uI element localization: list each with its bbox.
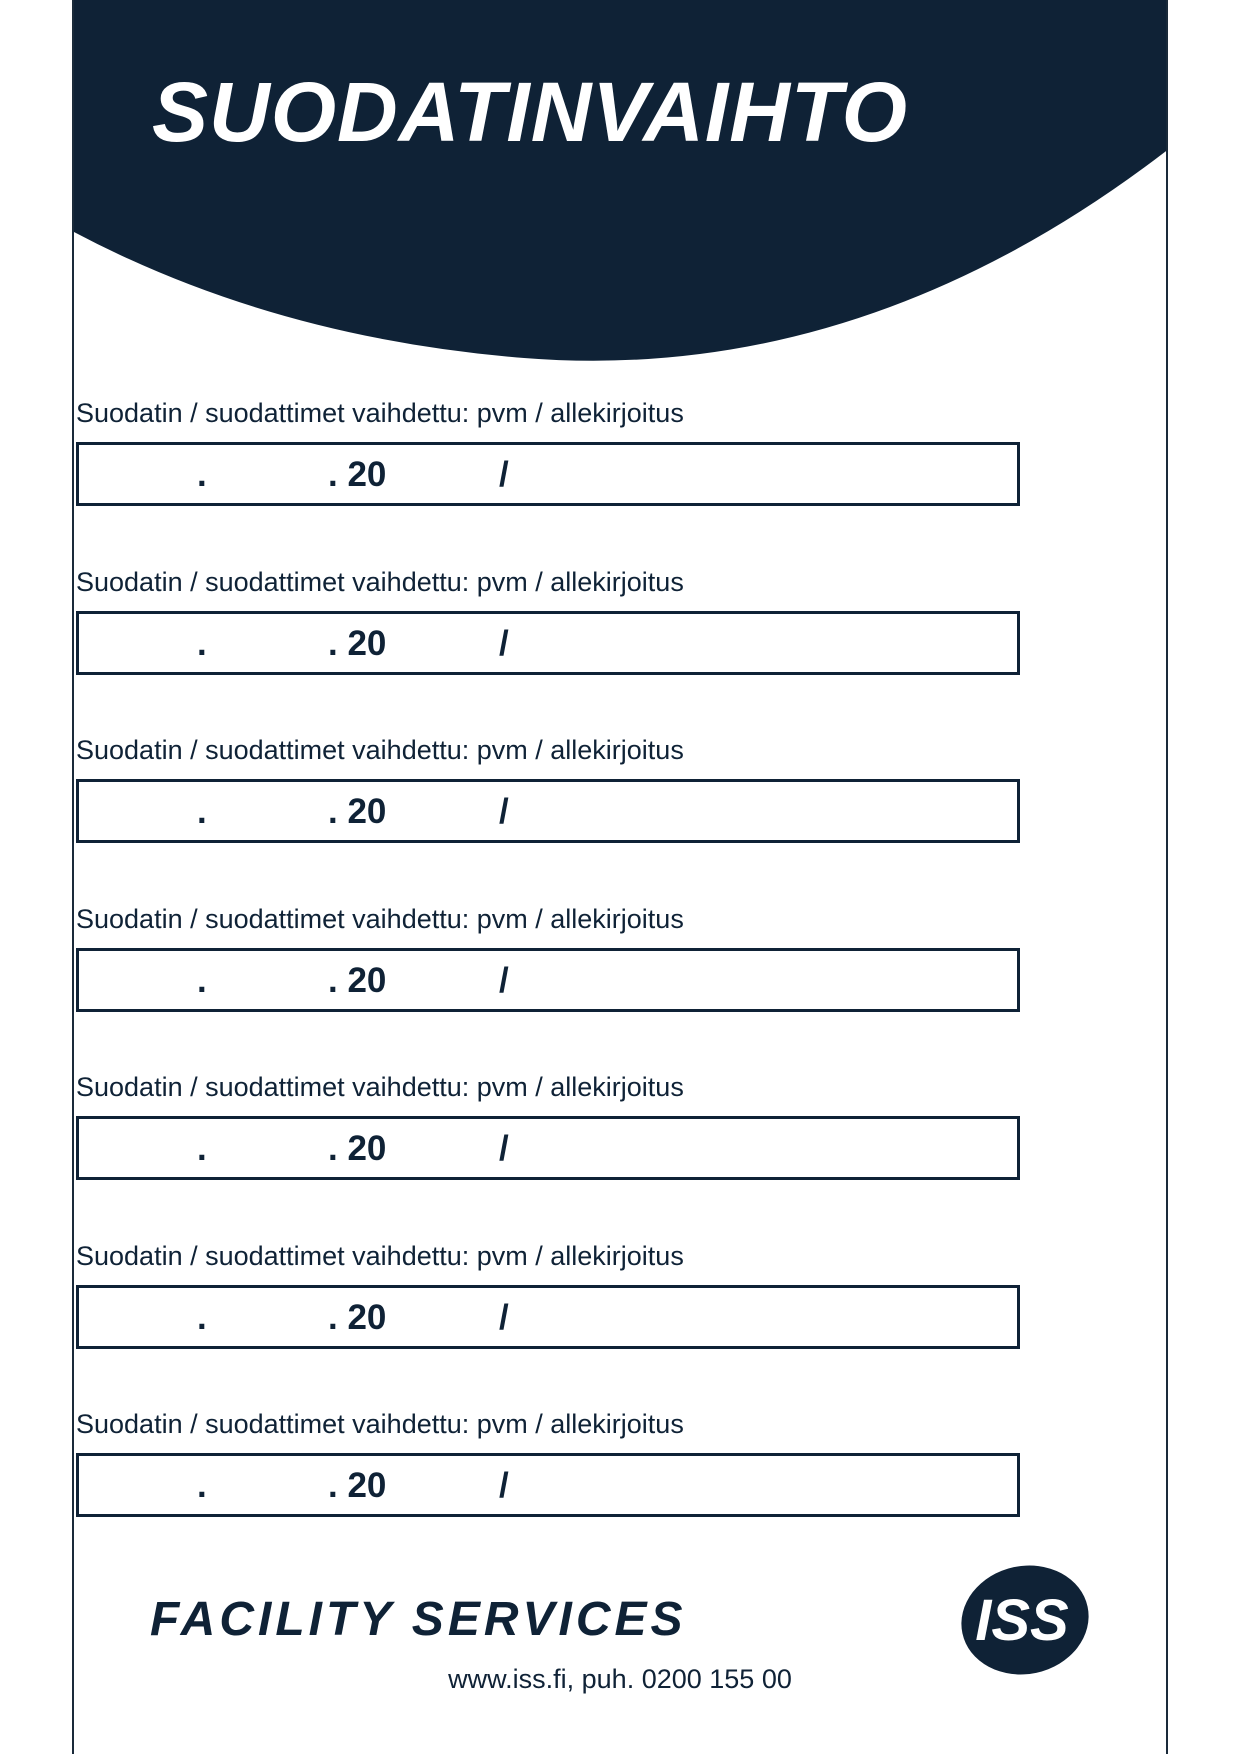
signature-separator: / (499, 960, 509, 1000)
entry-field[interactable] (76, 611, 1020, 675)
entry-field[interactable] (76, 779, 1020, 843)
entry-label: Suodatin / suodattimet vaihdettu: pvm / allekirjoitus (76, 1409, 684, 1439)
date-year-prefix: . 20 (328, 1466, 387, 1505)
entry-label: Suodatin / suodattimet vaihdettu: pvm / allekirjoitus (76, 1240, 684, 1271)
logo-text: ISS (975, 1588, 1069, 1653)
date-year-prefix: . 20 (328, 623, 387, 663)
signature-separator: / (499, 455, 509, 494)
signature-separator: / (499, 1129, 509, 1168)
date-year-prefix: . 20 (328, 1297, 387, 1337)
entry-row (76, 1411, 1020, 1580)
entry-row (76, 566, 1020, 738)
entry-row (76, 400, 1020, 569)
signature-separator: / (499, 623, 509, 663)
entry-field[interactable] (76, 1453, 1020, 1517)
entry-field[interactable] (76, 1116, 1020, 1180)
signature-separator: / (499, 1297, 509, 1337)
date-year-prefix: . 20 (328, 1129, 387, 1168)
entry-label: Suodatin / suodattimet vaihdettu: pvm / allekirjoitus (76, 735, 684, 765)
date-separator: . (197, 792, 207, 831)
date-separator: . (197, 1129, 207, 1168)
entry-row (76, 737, 1020, 906)
entry-row (76, 1074, 1020, 1243)
iss-logo-icon (958, 1558, 1092, 1676)
date-separator: . (197, 455, 207, 494)
signature-separator: / (499, 1466, 509, 1505)
entry-field[interactable] (76, 442, 1020, 506)
date-separator: . (197, 1466, 207, 1505)
date-separator: . (197, 623, 207, 663)
date-year-prefix: . 20 (328, 792, 387, 831)
page-title: SUODATINVAIHTO (152, 65, 909, 159)
entry-list (76, 400, 1020, 1580)
entry-field[interactable] (76, 1285, 1020, 1349)
entry-label: Suodatin / suodattimet vaihdettu: pvm / allekirjoitus (76, 1072, 684, 1102)
entry-row (76, 1240, 1020, 1412)
date-separator: . (197, 1297, 207, 1337)
entry-row (76, 903, 1020, 1075)
date-year-prefix: . 20 (328, 455, 387, 494)
date-separator: . (197, 960, 207, 1000)
facility-services-brand: FACILITY SERVICES (150, 1593, 687, 1646)
entry-label: Suodatin / suodattimet vaihdettu: pvm / allekirjoitus (76, 903, 684, 934)
date-year-prefix: . 20 (328, 960, 387, 1000)
entry-field[interactable] (76, 948, 1020, 1012)
contact-info: www.iss.fi, puh. 0200 155 00 (448, 1664, 792, 1694)
header-banner (74, 0, 1168, 370)
entry-label: Suodatin / suodattimet vaihdettu: pvm / allekirjoitus (76, 398, 684, 428)
signature-separator: / (499, 792, 509, 831)
entry-label: Suodatin / suodattimet vaihdettu: pvm / allekirjoitus (76, 566, 684, 597)
